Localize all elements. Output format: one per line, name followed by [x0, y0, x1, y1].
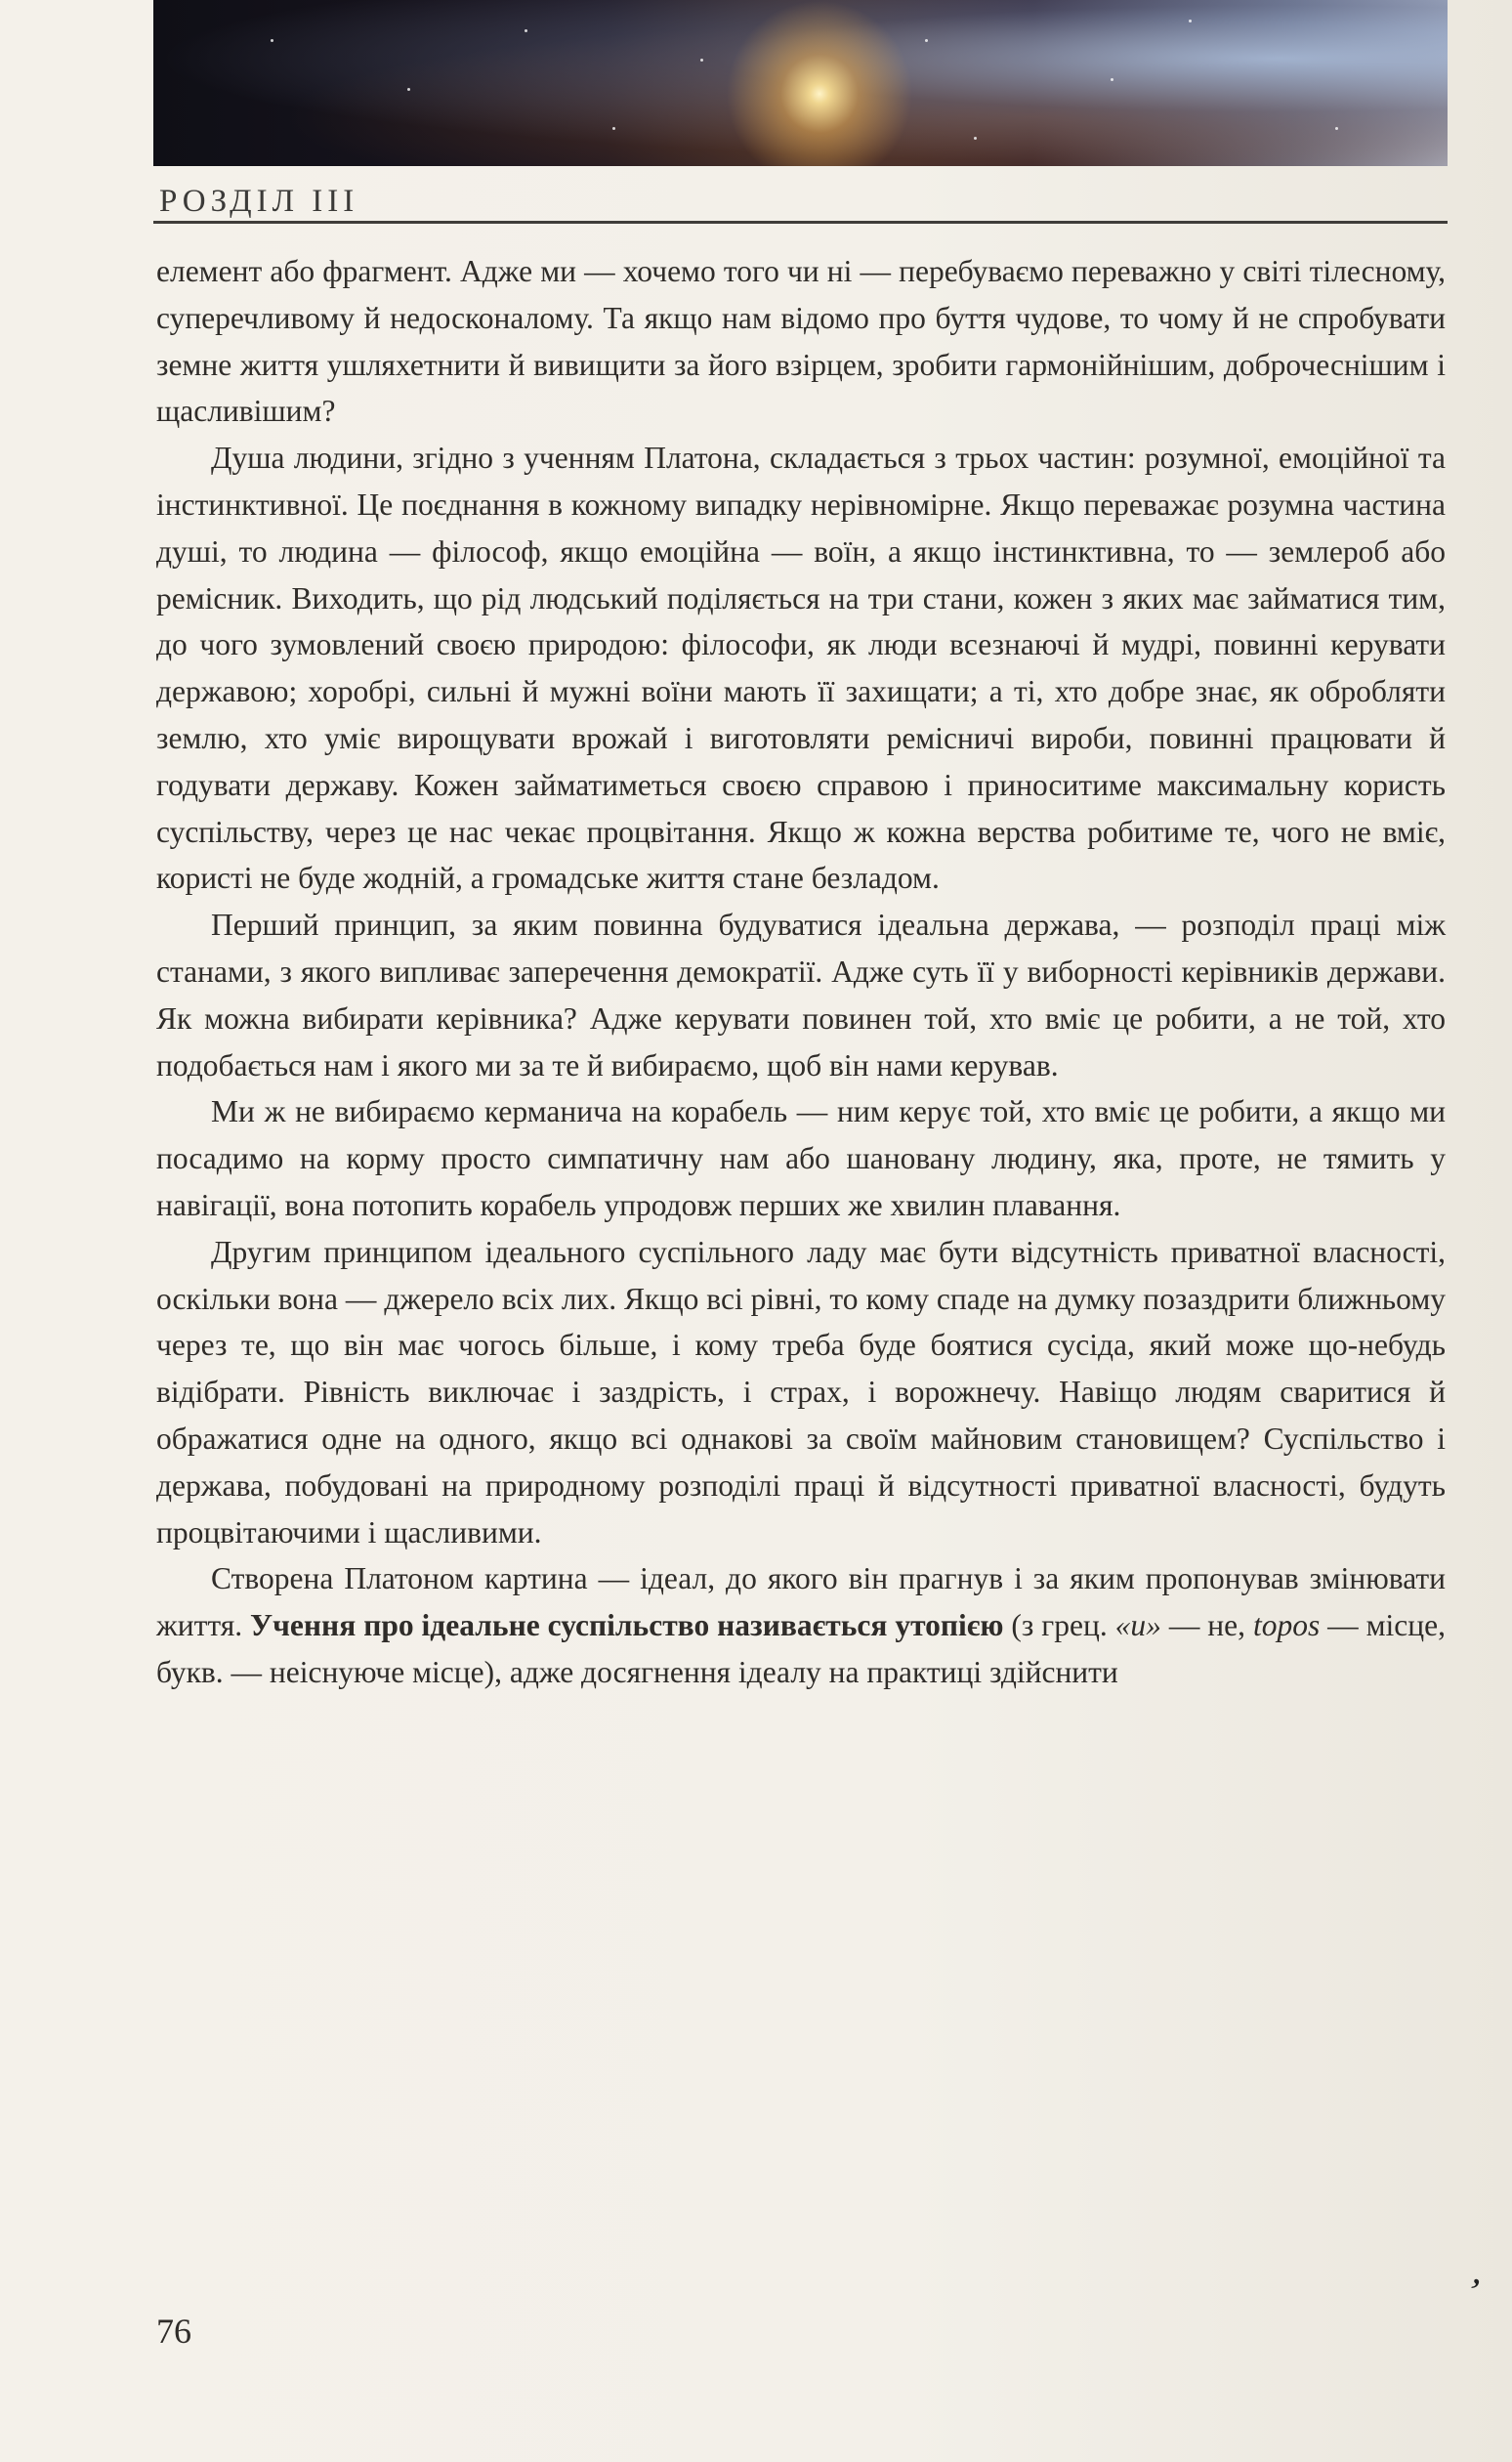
- paragraph: Душа людини, згідно з ученням Платона, складається з трьох частин: розумної, емоційної та інстинктивної. Це поєднання в кожному випадку нерівномірне. Якщо переважає розумна частина душі, то людина — філософ, якщо емоційна — воїн, а якщо інстинктивна, то — землероб або ремісник. Виходить, що рід людський поділяється на три стани, кожен з яких має займатися тим, до чого зумовлений своєю природою: філософи, як люди всезнаючі й мудрі, повинні керувати державою; хоробрі, сильні й мужні воїни мають її захищати; а ті, хто добре знає, як обробляти землю, хто уміє вирощувати врожай і виготовляти ремісничі вироби, повинні працювати й годувати державу. Кожен займатиметься своєю справою і приноситиме максимальну користь суспільству, через це нас чекає процвітання. Якщо ж кожна верства робитиме те, чого не вміє, користі не буде жодній, а громадське життя стане безладом.: [156, 441, 1446, 896]
- greek-term: topos: [1252, 1608, 1321, 1643]
- text-span: (з грец.: [1003, 1608, 1115, 1643]
- body-text: [156, 248, 1446, 1696]
- text-span: Створена Платоном картина — ідеал, до якого він прагнув і за яким пропонував змінювати життя.: [156, 1561, 1446, 1643]
- header-rule: [153, 221, 1448, 224]
- greek-term: «u»: [1114, 1608, 1161, 1643]
- paragraph-utopia: [156, 1555, 1446, 1695]
- paragraph: Ми ж не вибираємо керманича на корабель — ним керує той, хто вміє це робити, а якщо ми посадимо на корму просто симпатичну нам або шановану людину, яка, проте, не тямить у навігації, вона потопить корабель упродовж перших же хвилин плавання.: [156, 1094, 1446, 1222]
- bold-definition: Учення про ідеальне суспільство називається утопією: [250, 1608, 1004, 1643]
- corner-mark: ʼ: [1461, 2269, 1486, 2314]
- section-label: РОЗДІЛ III: [159, 184, 359, 219]
- text-span: — не,: [1160, 1608, 1253, 1643]
- paragraph: Другим принципом ідеального суспільного ладу має бути відсутність приватної власності, оскільки вона — джерело всіх лих. Якщо всі рівні, то кому спаде на думку позаздрити ближньому через те, що він має чогось більше, і кому треба буде боятися сусіда, який може що-небудь відібрати. Рівність виключає і заздрість, і страх, і ворожнечу. Навіщо людям сваритися й ображатися одне на одного, якщо всі однакові за своїм майновим становищем? Суспільство і держава, побудовані на природному розподілі праці й відсутності приватної власності, будуть процвітаючими і щасливими.: [156, 1234, 1446, 1549]
- paragraph: елемент або фрагмент. Адже ми — хочемо того чи ні — перебуваємо переважно у світі тілесному, суперечливому й недосконалому. Та якщо нам відомо про буття чудове, то чому й не спробувати земне життя ушляхетнити й вивищити за його взірцем, зробити гармонійнішим, доброчеснішим і щасливішим?: [156, 254, 1446, 429]
- header-galaxy-image: [153, 0, 1448, 166]
- paragraph: Перший принцип, за яким повинна будуватися ідеальна держава, — розподіл праці між станами, з якого випливає заперечення демократії. Адже суть її у виборності керівників держави. Як можна вибирати керівника? Адже керувати повинен той, хто вміє це робити, а не той, хто подобається нам і якого ми за те й вибираємо, щоб він нами керував.: [156, 908, 1446, 1082]
- page-number: 76: [156, 2312, 191, 2351]
- text-span: — місце, букв. — неіснуюче місце), адже досягнення ідеалу на практиці здійснити: [156, 1608, 1446, 1689]
